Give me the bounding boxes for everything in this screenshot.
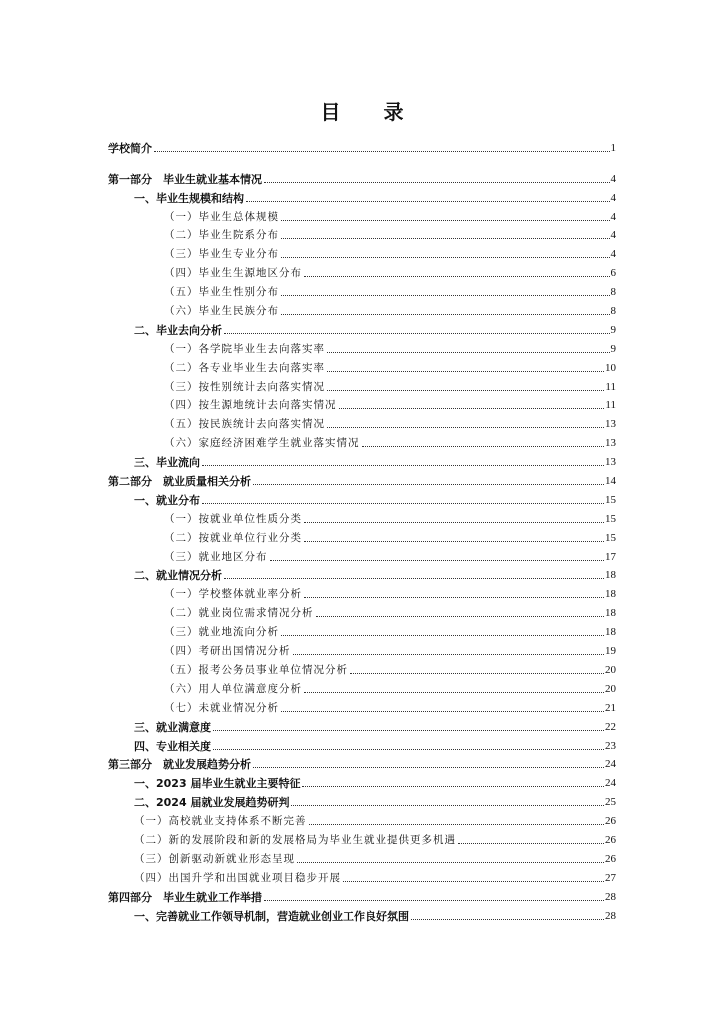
dot-leader [213, 730, 604, 731]
toc-page-number: 24 [605, 777, 616, 790]
dot-leader [350, 673, 604, 674]
toc-entry-title: （四）出国升学和出国就业项目稳步开展 [134, 871, 341, 884]
toc-page-number: 9 [610, 342, 616, 355]
dot-leader [327, 427, 604, 428]
toc-entry[interactable] [108, 809, 616, 828]
toc-page-number: 4 [610, 229, 616, 242]
toc-entry-title: 学校简介 [108, 141, 152, 155]
dot-leader [281, 635, 604, 636]
toc-entry[interactable] [108, 375, 616, 394]
toc-page-number: 15 [605, 493, 616, 506]
dot-leader [281, 711, 604, 712]
toc-entry[interactable] [108, 601, 616, 620]
toc-page-number: 26 [605, 852, 616, 865]
dot-leader [304, 692, 604, 693]
toc-page-number: 26 [605, 815, 616, 828]
toc-entry[interactable] [108, 356, 616, 375]
toc-entry-title: （六）家庭经济困难学生就业落实情况 [164, 437, 360, 450]
toc-entry-title: 三、就业满意度 [134, 720, 211, 734]
toc-entry-title: 二、毕业去向分析 [134, 323, 222, 337]
dot-leader [304, 276, 610, 277]
toc-page-number: 8 [610, 305, 616, 318]
toc-page-number: 4 [610, 210, 616, 223]
toc-entry-title: （二）就业岗位需求情况分析 [164, 607, 314, 620]
dot-leader [362, 446, 605, 447]
toc-entry[interactable] [108, 582, 616, 601]
toc-page-number: 27 [605, 871, 616, 884]
toc-page-number: 13 [605, 418, 616, 431]
toc-entry[interactable] [108, 677, 616, 696]
toc-entry[interactable] [108, 242, 616, 261]
toc-page-number: 13 [605, 456, 616, 469]
dot-leader [293, 654, 605, 655]
toc-page-number: 8 [610, 286, 616, 299]
toc-entry-title: 三、毕业流向 [134, 456, 200, 470]
dot-leader [224, 333, 610, 334]
toc-entry-title: （四）考研出国情况分析 [164, 645, 291, 658]
toc-entry[interactable] [108, 564, 616, 583]
toc-entry[interactable] [108, 469, 616, 488]
toc-entry[interactable] [108, 620, 616, 639]
toc-entry-title: （七）未就业情况分析 [164, 701, 279, 714]
dot-leader [327, 371, 604, 372]
toc-entry-title: （三）就业地区分布 [164, 550, 268, 563]
dot-leader [458, 843, 604, 844]
toc-entry[interactable] [108, 261, 616, 280]
dot-leader [302, 786, 604, 787]
toc-page-number: 20 [605, 682, 616, 695]
toc-entry[interactable] [108, 790, 616, 809]
toc-entry[interactable] [108, 299, 616, 318]
toc-page-number: 4 [610, 248, 616, 261]
dot-leader [327, 390, 604, 391]
dot-leader [253, 484, 604, 485]
toc-entry-title: （二）毕业生院系分布 [164, 229, 279, 242]
dot-leader [304, 541, 604, 542]
toc-page-number: 24 [605, 758, 616, 771]
toc-entry-title: 二、就业情况分析 [134, 569, 222, 583]
toc-page-number: 20 [605, 663, 616, 676]
toc-page-number: 15 [605, 531, 616, 544]
toc-page-number: 21 [605, 701, 616, 714]
toc-entry[interactable] [108, 318, 616, 337]
toc-entry-title: 第三部分 就业发展趋势分析 [108, 758, 251, 772]
dot-leader [246, 201, 610, 202]
dot-leader [270, 560, 605, 561]
toc-entry[interactable] [108, 847, 616, 866]
toc-entry[interactable] [108, 394, 616, 413]
toc-entry[interactable] [108, 280, 616, 299]
dot-leader [309, 824, 605, 825]
toc-entry[interactable] [108, 136, 616, 155]
toc-entry-title: （一）按就业单位性质分类 [164, 512, 302, 525]
toc-title: 目 录 [320, 100, 422, 124]
dot-leader [213, 749, 604, 750]
toc-entry[interactable] [108, 412, 616, 431]
dot-leader [281, 257, 610, 258]
toc-entry-title: （三）按性别统计去向落实情况 [164, 380, 325, 393]
toc-page-number: 19 [605, 645, 616, 658]
toc-page-number: 4 [610, 172, 616, 185]
toc-page-number: 4 [610, 191, 616, 204]
toc-page-number: 28 [605, 890, 616, 903]
dot-leader [339, 408, 605, 409]
toc-page-number: 18 [605, 569, 616, 582]
toc-entry[interactable] [108, 205, 616, 224]
toc-entry-title: （一）高校就业支持体系不断完善 [134, 815, 307, 828]
toc-entry[interactable] [108, 507, 616, 526]
toc-page-number: 10 [605, 361, 616, 374]
toc-entry-title: 一、毕业生规模和结构 [134, 191, 244, 205]
toc-entry[interactable] [108, 885, 616, 904]
toc-page-number: 6 [610, 267, 616, 280]
dot-leader [297, 862, 604, 863]
toc-entry[interactable] [108, 696, 616, 715]
toc-entry-title: （二）新的发展阶段和新的发展格局为毕业生就业提供更多机遇 [134, 833, 456, 846]
toc-entry[interactable] [108, 904, 616, 923]
toc-entry[interactable] [108, 450, 616, 469]
toc-page-number: 25 [605, 796, 616, 809]
toc-entry-title: （四）按生源地统计去向落实情况 [164, 399, 337, 412]
dot-leader [281, 295, 610, 296]
toc-entry[interactable] [108, 431, 616, 450]
toc-entry[interactable] [108, 526, 616, 545]
dot-leader [327, 352, 610, 353]
dot-leader [316, 616, 605, 617]
toc-entry-title: 第一部分 毕业生就业基本情况 [108, 172, 262, 186]
toc-entry-title: 四、专业相关度 [134, 739, 211, 753]
toc-page-number: 28 [605, 909, 616, 922]
toc-page-number: 22 [605, 720, 616, 733]
toc-page-number: 18 [605, 626, 616, 639]
toc-entry-title: 二、2024 届就业发展趋势研判 [134, 796, 290, 810]
toc-entry[interactable] [108, 639, 616, 658]
toc-entry-title: （一）毕业生总体规模 [164, 210, 279, 223]
toc-entry-title: （三）就业地流向分析 [164, 626, 279, 639]
dot-leader [264, 900, 604, 901]
table-of-contents [108, 136, 616, 923]
toc-page-number: 1 [610, 141, 616, 154]
toc-entry-title: 一、完善就业工作领导机制，营造就业创业工作良好氛围 [134, 909, 409, 923]
toc-entry[interactable] [108, 167, 616, 186]
toc-entry-title: （六）用人单位满意度分析 [164, 682, 302, 695]
toc-entry-title: 第四部分 毕业生就业工作举措 [108, 890, 262, 904]
toc-entry-title: （四）毕业生生源地区分布 [164, 267, 302, 280]
toc-entry[interactable] [108, 715, 616, 734]
toc-entry-title: （三）毕业生专业分布 [164, 248, 279, 261]
toc-entry[interactable] [108, 734, 616, 753]
toc-entry[interactable] [108, 866, 616, 885]
dot-leader [304, 597, 604, 598]
toc-page-number: 26 [605, 833, 616, 846]
toc-entry-title: （三）创新驱动新就业形态呈现 [134, 852, 295, 865]
dot-leader [291, 805, 604, 806]
toc-entry-title: （六）毕业生民族分布 [164, 305, 279, 318]
toc-entry[interactable] [108, 828, 616, 847]
toc-entry[interactable] [108, 771, 616, 790]
toc-page-number: 11 [605, 399, 616, 412]
toc-entry-title: （二）按就业单位行业分类 [164, 531, 302, 544]
dot-leader [281, 314, 610, 315]
toc-entry[interactable] [108, 753, 616, 772]
toc-page-number: 18 [605, 588, 616, 601]
toc-entry[interactable] [108, 545, 616, 564]
toc-entry-title: 一、2023 届毕业生就业主要特征 [134, 777, 301, 791]
dot-leader [343, 881, 604, 882]
toc-page-number: 23 [605, 739, 616, 752]
toc-entry[interactable] [108, 488, 616, 507]
toc-entry[interactable] [108, 658, 616, 677]
dot-leader [281, 220, 610, 221]
toc-page-number: 15 [605, 512, 616, 525]
dot-leader [253, 767, 604, 768]
toc-entry-title: 一、就业分布 [134, 493, 200, 507]
toc-entry-title: （二）各专业毕业生去向落实率 [164, 361, 325, 374]
toc-entry[interactable] [108, 337, 616, 356]
dot-leader [304, 522, 604, 523]
toc-page-number: 18 [605, 607, 616, 620]
toc-entry[interactable] [108, 224, 616, 243]
toc-entry-title: 第二部分 就业质量相关分析 [108, 475, 251, 489]
toc-entry-title: （五）按民族统计去向落实情况 [164, 418, 325, 431]
dot-leader [202, 465, 604, 466]
toc-page-number: 9 [610, 323, 616, 336]
toc-entry[interactable] [108, 186, 616, 205]
dot-leader [202, 503, 604, 504]
dot-leader [264, 182, 610, 183]
toc-page-number: 17 [605, 550, 616, 563]
toc-page-number: 13 [605, 437, 616, 450]
toc-entry-title: （五）报考公务员事业单位情况分析 [164, 663, 348, 676]
toc-page-number: 14 [605, 475, 616, 488]
dot-leader [281, 238, 610, 239]
dot-leader [224, 578, 604, 579]
toc-entry-title: （一）各学院毕业生去向落实率 [164, 342, 325, 355]
toc-page-number: 11 [605, 380, 616, 393]
toc-entry-title: （一）学校整体就业率分析 [164, 588, 302, 601]
dot-leader [154, 151, 610, 152]
dot-leader [411, 919, 604, 920]
toc-entry-title: （五）毕业生性别分布 [164, 286, 279, 299]
